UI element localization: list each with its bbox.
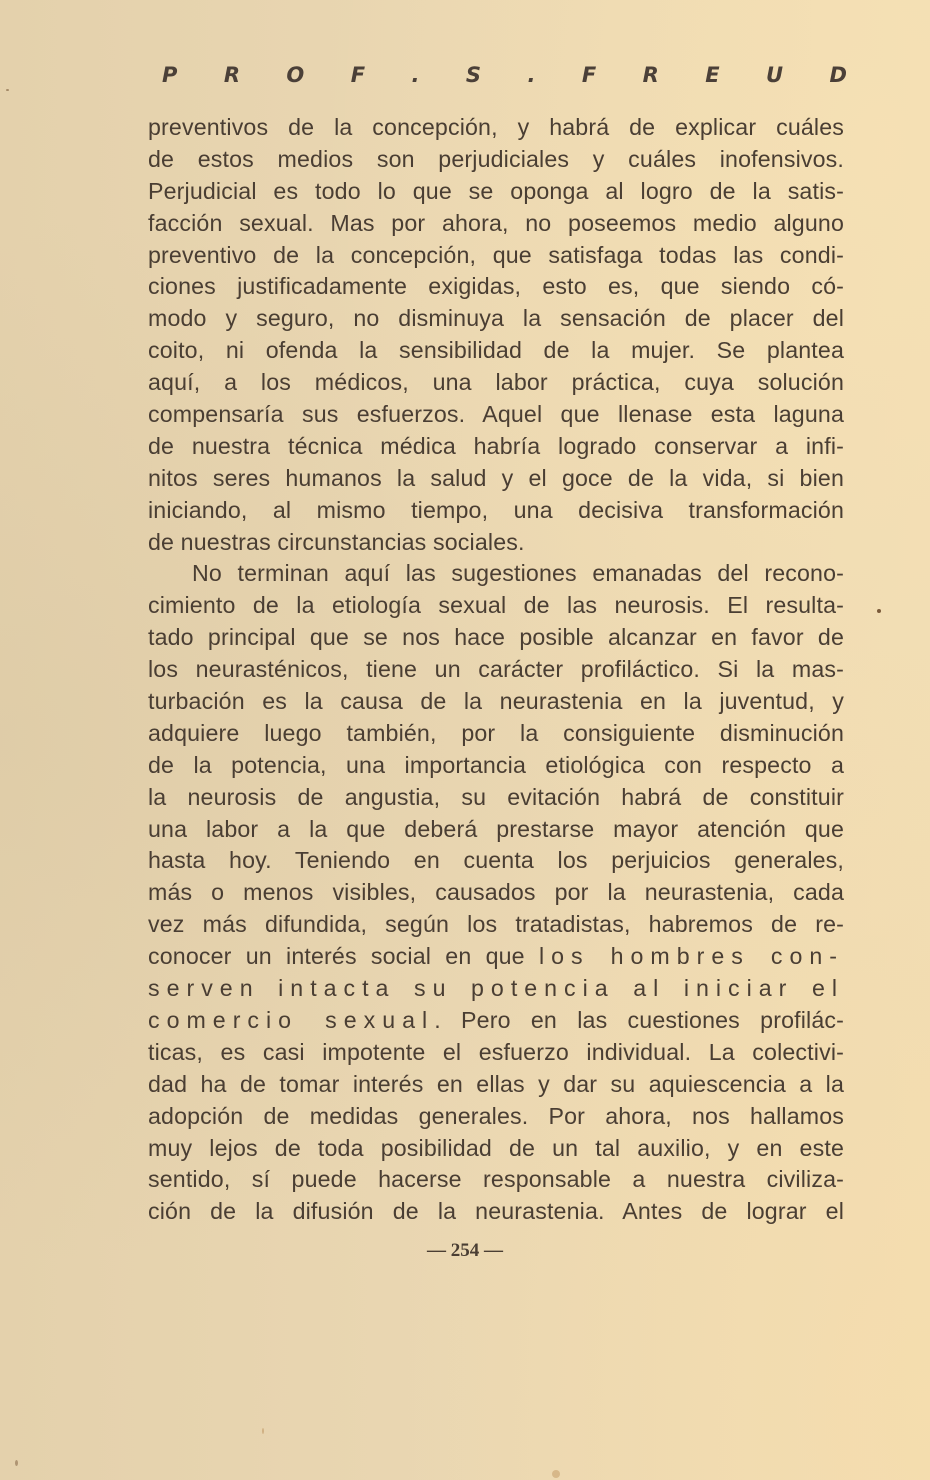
text-line: cimiento de la etiología sexual de las neurosis. El resulta- — [148, 592, 844, 619]
paper-speck — [552, 1470, 560, 1478]
text-line: Perjudicial es todo lo que se oponga al logro de la satis- — [148, 177, 844, 204]
paragraph-start-line: No terminan aquí las sugestiones emanadas del recono- — [192, 560, 844, 587]
text-line: adopción de medidas generales. Por ahora, nos hallamos — [148, 1102, 844, 1129]
paper-speck — [262, 1428, 264, 1434]
emphasized-spaced-text: comercio sexual — [148, 1006, 435, 1033]
text-line: modo y seguro, no disminuya la sensación de placer del — [148, 305, 844, 332]
running-head-letter: F — [350, 63, 366, 87]
text-line: de estos medios son perjudiciales y cuáles inofensivos. — [148, 145, 844, 172]
running-head-letter: . — [411, 63, 420, 87]
running-head-letter: . — [527, 63, 536, 87]
running-head-letter: E — [705, 63, 720, 87]
text-line: una labor a la que deberá prestarse mayor atención que — [148, 815, 844, 842]
running-head-letter: R — [223, 63, 240, 87]
text-line: ción de la difusión de la neurastenia. Antes de lograr el — [148, 1198, 844, 1225]
text-line: de la potencia, una importancia etiológica con respecto a — [148, 751, 844, 778]
paper-speck — [15, 1460, 18, 1466]
text-line: adquiere luego también, por la consiguiente disminución — [148, 719, 844, 746]
text-line-spaced — [148, 973, 844, 1005]
text-line: nitos seres humanos la salud y el goce de la vida, si bien — [148, 464, 844, 491]
text-line: hasta hoy. Teniendo en cuenta los perjuicios generales, — [148, 847, 844, 874]
text-fragment: conocer un interés social en que — [148, 943, 525, 970]
text-line: dad ha de tomar interés en ellas y dar su aquiescencia a la — [148, 1070, 844, 1097]
running-head — [162, 58, 847, 92]
text-line-mixed — [148, 941, 844, 973]
text-line: tado principal que se nos hace posible alcanzar en favor de — [148, 624, 844, 651]
running-head-letter: R — [642, 63, 659, 87]
running-head-letter: F — [581, 63, 597, 87]
text-line: coito, ni ofenda la sensibilidad de la mujer. Se plantea — [148, 337, 844, 364]
body-text — [148, 112, 844, 1228]
text-line: la neurosis de angustia, su evitación habrá de constituir — [148, 783, 844, 810]
text-line: turbación es la causa de la neurastenia en la juventud, y — [148, 688, 844, 715]
text-line: vez más difundida, según los tratadistas, habremos de re- — [148, 911, 844, 938]
emphasized-spaced-text: serven intacta su potencia al iniciar el — [148, 975, 844, 1002]
text-line: compensaría sus esfuerzos. Aquel que llenase esta laguna — [148, 401, 844, 428]
text-line: aquí, a los médicos, una labor práctica, cuya solución — [148, 369, 844, 396]
text-line: los neurasténicos, tiene un carácter profiláctico. Si la mas- — [148, 656, 844, 683]
text-line: iniciando, al mismo tiempo, una decisiva transformación — [148, 496, 844, 523]
paragraph-end-line: de nuestras circunstancias sociales. — [148, 528, 525, 555]
running-head-letter: U — [766, 63, 784, 87]
text-fragment: . Pero en las cuestiones profilác- — [434, 1006, 844, 1033]
paper-speck — [877, 609, 881, 613]
emphasized-spaced-text: los hombres con- — [538, 943, 845, 970]
running-head-letter: D — [829, 63, 847, 87]
running-head-letter: O — [286, 63, 305, 87]
page-number: — 254 — — [427, 1240, 503, 1261]
text-line: facción sexual. Mas por ahora, no poseemos medio alguno — [148, 209, 844, 236]
text-line: preventivos de la concepción, y habrá de explicar cuáles — [148, 114, 844, 140]
text-line: ciones justificadamente exigidas, esto es, que siendo có- — [148, 273, 844, 300]
text-line: de nuestra técnica médica habría logrado conservar a infi- — [148, 432, 844, 459]
text-line: ticas, es casi impotente el esfuerzo individual. La colectivi- — [148, 1038, 844, 1065]
text-line-mixed — [148, 1005, 844, 1037]
text-line: preventivo de la concepción, que satisfaga todas las condi- — [148, 241, 844, 268]
running-head-letter: S — [465, 63, 482, 87]
text-line: sentido, sí puede hacerse responsable a nuestra civiliza- — [148, 1166, 844, 1193]
text-line: más o menos visibles, causados por la neurastenia, cada — [148, 879, 844, 906]
running-head-letter: P — [162, 63, 178, 87]
paper-speck — [6, 89, 9, 91]
text-line: muy lejos de toda posibilidad de un tal auxilio, y en este — [148, 1134, 844, 1161]
